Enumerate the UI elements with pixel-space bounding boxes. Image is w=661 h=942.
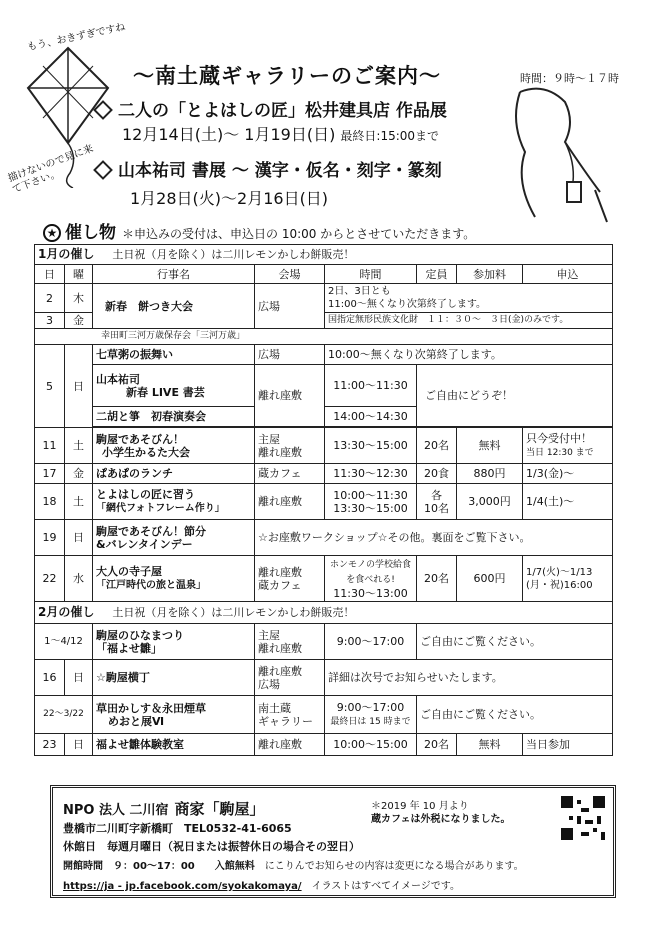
calligrapher-illustration [505,82,615,227]
row-dow: 木 [65,284,93,313]
feb-section-header [35,602,613,624]
event-line2: 小学生かるた大会 [102,445,190,459]
cap-line1: 各 [431,488,442,502]
row-time: 13:30〜15:00 [325,428,417,464]
venue-line2: 離れ座敷 [258,641,302,655]
event-line2: &バレンタインデー [96,537,193,551]
row-venue: 離れ座敷 [255,734,325,756]
row-capacity [417,484,457,520]
events-notice: ＊申込みの受付は、申込日の 10:00 からとさせていただきます。 [122,227,476,241]
col-fee: 参加料 [457,265,523,284]
kite-note-top: もう、おきずぎですね [26,21,127,54]
row-dow: 日 [65,520,93,556]
row-venue: 離れ座敷 [255,365,325,427]
org-name [63,798,265,819]
col-time: 時間 [325,265,417,284]
table-row [35,428,613,464]
change-note: にこりんでお知らせの内容は変更になる場合があります。 [264,861,524,872]
col-capacity: 定員 [417,265,457,284]
row-event: 二胡と箏 初春演奏会 [93,407,255,427]
column-header-row [35,265,613,284]
row-time: 9:00〜17:00 [325,624,417,660]
exhibition-2-title: 山本祐司 書展 〜 漢字・仮名・刻字・篆刻 [118,161,442,181]
event-line1: 駒屋であそびん！ [96,432,184,446]
row-venue: 離れ座敷 [255,484,325,520]
venue-line1: 主屋 [258,628,280,642]
event-line1: 大人の寺子屋 [96,565,162,578]
table-row [35,520,613,556]
row-event [93,428,255,464]
tax-note-2: 蔵カフェは外税になりました。 [371,814,511,825]
apply-line2: (月・祝)16:00 [526,579,593,591]
row-day: 17 [35,464,65,484]
row-apply [523,556,613,602]
exhibition-1-note: 最終日:15:00まで [340,129,440,143]
row-day: 22 [35,556,65,602]
row-time [325,556,417,602]
venue-line1: 離れ座敷 [258,664,302,678]
row-fee: 無料 [457,428,523,464]
event-line2: 「江戸時代の旅と温泉」 [96,580,206,591]
row-event: 新春 餅つき大会 [93,284,255,329]
exhibition-1-date-range: 12月14日(土)〜 1月19日(日) [122,125,336,144]
table-row [35,734,613,756]
venue-line2: 広場 [258,677,280,691]
time-line2: 最終日は 15 時まで [330,716,411,727]
illust-note: イラストはすべてイメージです。 [311,881,460,892]
mikawa-tag: 国指定無形民族文化財 [328,315,419,325]
url-line [63,877,460,892]
row-time: 10:00〜無くなり次第終了します。 [325,345,613,365]
row-event: ぱあぱのランチ [93,464,255,484]
qr-code-icon [561,796,605,840]
row-venue [255,660,325,696]
jan-header: 1月の催し [38,247,95,261]
table-row [35,660,613,696]
shop-name: 商家「駒屋」 [174,800,265,818]
row-fee: 600円 [457,556,523,602]
row-venue: 広場 [255,284,325,329]
apply-line2: 当日 12:30 まで [526,447,594,458]
mikawa-info [325,313,613,329]
event-line1: とよはしの匠に習う [96,488,195,501]
table-row [35,464,613,484]
events-heading [43,218,475,243]
row-dow: 日 [65,345,93,428]
row-day: 11 [35,428,65,464]
kite-note-bottom: 描けないので見に来て下さい。 [6,143,95,196]
row-time: 11:30〜12:30 [325,464,417,484]
table-row [35,345,613,365]
row-event: 七草粥の振舞い [93,345,255,365]
row-capacity: 20名 [417,428,457,464]
org-label: NPO 法人 二川宿 [63,803,169,818]
row-venue: 広場 [255,345,325,365]
venue-line2: 蔵カフェ [258,578,302,592]
row-day: 19 [35,520,65,556]
tax-note [371,800,511,826]
row-time [325,484,417,520]
row-capacity: 20食 [417,464,457,484]
row-info: ご自由にご覧ください。 [417,624,613,660]
row-event [93,696,255,734]
row-apply [523,428,613,464]
row-time: 11:00〜11:30 [325,365,417,407]
handwritten-note: ホンモノの学校給食を食べれる! [330,560,411,585]
exhibition-1-title: 二人の「とよはしの匠」松井建具店 作品展 [118,101,447,121]
venue-line1: 離れ座敷 [258,565,302,579]
venue-line1: 主屋 [258,432,280,446]
exhibition-1 [96,96,447,121]
closed-days: 休館日 毎週月曜日（祝日または振替休日の場合その翌日） [63,840,360,853]
table-row [35,365,613,407]
row-event: 福よせ雛体験教室 [93,734,255,756]
row-dow: 水 [65,556,93,602]
row-fee: 880円 [457,464,523,484]
time-line1: 10:00〜11:30 [333,488,408,502]
table-row [35,556,613,602]
time-detail: 11:00〜無くなり次第終了します。 [328,299,487,310]
apply-line1: 只今受付中！ [526,431,592,445]
star-icon: ★ [43,224,61,242]
row-event [93,556,255,602]
schedule-table [34,244,613,756]
event-line1: 山本祐司 [96,372,140,386]
opening-hours [63,857,524,872]
row-time: 14:00〜14:30 [325,407,417,427]
col-apply: 申込 [523,265,613,284]
row-venue: 蔵カフェ [255,464,325,484]
row-event: ☆駒屋横丁 [93,660,255,696]
footer-box [50,785,616,898]
row-time: 10:00〜15:00 [325,734,417,756]
facebook-link[interactable]: https://ja - jp.facebook.com/syokakomaya/ [63,881,302,892]
feb-sub: 土日祝（月を除く）は二川レモンかしわ餅販売！ [112,606,355,619]
event-line2: 「福よせ雛」 [96,641,162,655]
table-row [35,624,613,660]
row-fee: 無料 [457,734,523,756]
events-label: 催し物 [65,223,116,243]
row-apply: 1/4(土)〜 [523,484,613,520]
row-day: 23 [35,734,65,756]
feb-header: 2月の催し [38,605,95,619]
row-dow: 日 [65,734,93,756]
exhibition-2-dates [130,186,328,209]
time-line2: 13:30〜15:00 [333,501,408,515]
row-day: 1〜4/12 [35,624,93,660]
row-dow: 金 [65,313,93,329]
mikawa-text: 幸田町三河万歳保存会「三河万歳」 [35,329,613,345]
address: 豊橋市二川町字新橋町 TEL0532-41-6065 [63,822,292,835]
row-venue [255,556,325,602]
exhibition-1-dates [122,122,439,145]
diamond-icon [93,160,113,180]
jan-sub: 土日祝（月を除く）は二川レモンかしわ餅販売！ [112,248,355,261]
col-day: 日 [35,265,65,284]
row-info: ご自由にご覧ください。 [417,696,613,734]
row-event [93,484,255,520]
event-line2: 新春 LIVE 書芸 [126,385,205,399]
row-free: ご自由にどうぞ！ [417,365,613,427]
row-event [93,520,255,556]
time-line: 11:30〜13:00 [333,587,408,600]
table-row [35,696,613,734]
apply-line1: 1/7(火)〜1/13 [526,566,593,578]
exhibition-2-date-range: 1月28日(火)〜2月16日(日) [130,189,329,208]
venue-line2: ギャラリー [258,714,313,728]
event-line1: 駒屋のひなまつり [96,628,184,642]
row-day: 18 [35,484,65,520]
venue-line2: 離れ座敷 [258,445,302,459]
col-venue: 会場 [255,265,325,284]
row-apply: 1/3(金)〜 [523,464,613,484]
event-line2: めおと展Ⅵ [108,714,165,728]
gallery-hours: 時間：９時〜１７時 [520,72,619,85]
col-event: 行事名 [93,265,255,284]
row-info: 詳細は次号でお知らせいたします。 [325,660,613,696]
exhibition-2 [96,156,442,181]
event-line1: 草田かしす＆永田煙草 [96,701,206,715]
row-dow: 金 [65,464,93,484]
row-time [325,284,613,313]
row-event [93,624,255,660]
row-dow: 土 [65,428,93,464]
mikawa-time: １１：３０〜 ３日(金)のみです。 [427,315,569,325]
table-row [35,484,613,520]
table-row [35,284,613,313]
diamond-icon [93,100,113,120]
row-dow: 日 [65,660,93,696]
row-day: 2 [35,284,65,313]
page-title: 〜南土蔵ギャラリーのご案内〜 [133,64,441,88]
row-capacity: 20名 [417,734,457,756]
venue-line1: 南土蔵 [258,701,291,715]
jan-section-header [35,245,613,265]
open-hours-text: 開館時間 ９：00〜17：00 入館無料 [63,861,255,872]
row-day: 5 [35,345,65,428]
row-day: 16 [35,660,65,696]
row-capacity: 20名 [417,556,457,602]
event-line1: 駒屋であそびん！節分 [96,524,206,538]
row-apply: 当日参加 [523,734,613,756]
row-venue [255,428,325,464]
event-line2: 「網代フォトフレーム作り」 [96,503,225,514]
cap-line2: 10名 [424,501,449,515]
row-fee: 3,000円 [457,484,523,520]
row-venue [255,696,325,734]
row-day: 3 [35,313,65,329]
row-event [93,365,255,407]
col-dow: 曜 [65,265,93,284]
row-time [325,696,417,734]
row-venue [255,624,325,660]
row-day: 22〜3/22 [35,696,93,734]
time-line1: 9:00〜17:00 [336,700,405,714]
row-info: ☆お座敷ワークショップ☆その他。裏面をご覧下さい。 [255,520,613,556]
row-dow: 土 [65,484,93,520]
tax-note-1: ＊2019 年 10 月より [371,801,469,812]
mikawa-row [35,329,613,345]
time-note: 2日、3日とも [328,286,391,297]
